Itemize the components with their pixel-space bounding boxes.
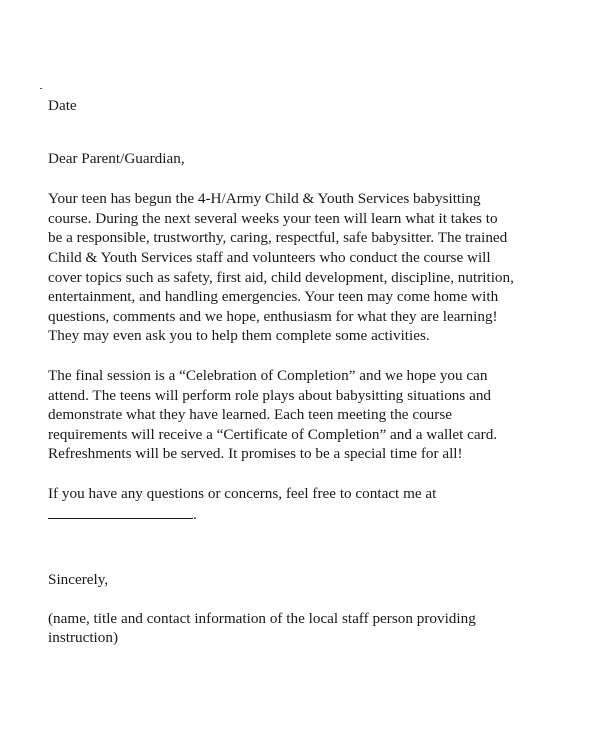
paragraph-line: entertainment, and handling emergencies. Your teen may come home with xyxy=(48,288,499,306)
closing: Sincerely, xyxy=(48,571,109,589)
paragraph-line: cover topics such as safety, first aid, child development, discipline, nutrition, xyxy=(48,268,514,286)
paragraph-line: Your teen has begun the 4-H/Army Child & Youth Services babysitting xyxy=(48,190,481,208)
paragraph-course-intro xyxy=(48,189,578,346)
paragraph-line: They may even ask you to help them complete some activities. xyxy=(48,327,430,345)
paragraph-line: The final session is a “Celebration of Completion” and we hope you can xyxy=(48,366,488,384)
paragraph-line: course. During the next several weeks your teen will learn what it takes to xyxy=(48,209,498,227)
blank-period: . xyxy=(193,505,197,523)
greeting: Dear Parent/Guardian, xyxy=(48,149,185,167)
paragraph-line: Child & Youth Services staff and volunteers who conduct the course will xyxy=(48,248,491,266)
letter-body xyxy=(48,96,578,648)
paragraph-line: be a responsible, trustworthy, caring, respectful, safe babysitter. The trained xyxy=(48,229,508,247)
paragraph-line: requirements will receive a “Certificate of Completion” and a wallet card. xyxy=(48,425,498,443)
paragraph-contact xyxy=(48,484,578,524)
fill-in-blank xyxy=(48,504,193,519)
paragraph-line: Refreshments will be served. It promises to be a special time for all! xyxy=(48,445,463,463)
signature-note-line: (name, title and contact information of the local staff person providing xyxy=(48,609,476,627)
paragraph-line: questions, comments and we hope, enthusiasm for what they are learning! xyxy=(48,307,498,325)
paragraph-line: demonstrate what they have learned. Each teen meeting the course xyxy=(48,406,452,424)
signature-note xyxy=(48,609,578,648)
paragraph-line: attend. The teens will perform role plays about babysitting situations and xyxy=(48,386,492,404)
date-label: Date xyxy=(48,97,77,114)
paragraph-line: If you have any questions or concerns, feel free to contact me at xyxy=(48,484,437,502)
signature-note-line: instruction) xyxy=(48,629,119,647)
stray-mark xyxy=(40,88,42,89)
contact-blank-line xyxy=(48,504,578,525)
paragraph-celebration xyxy=(48,366,578,464)
